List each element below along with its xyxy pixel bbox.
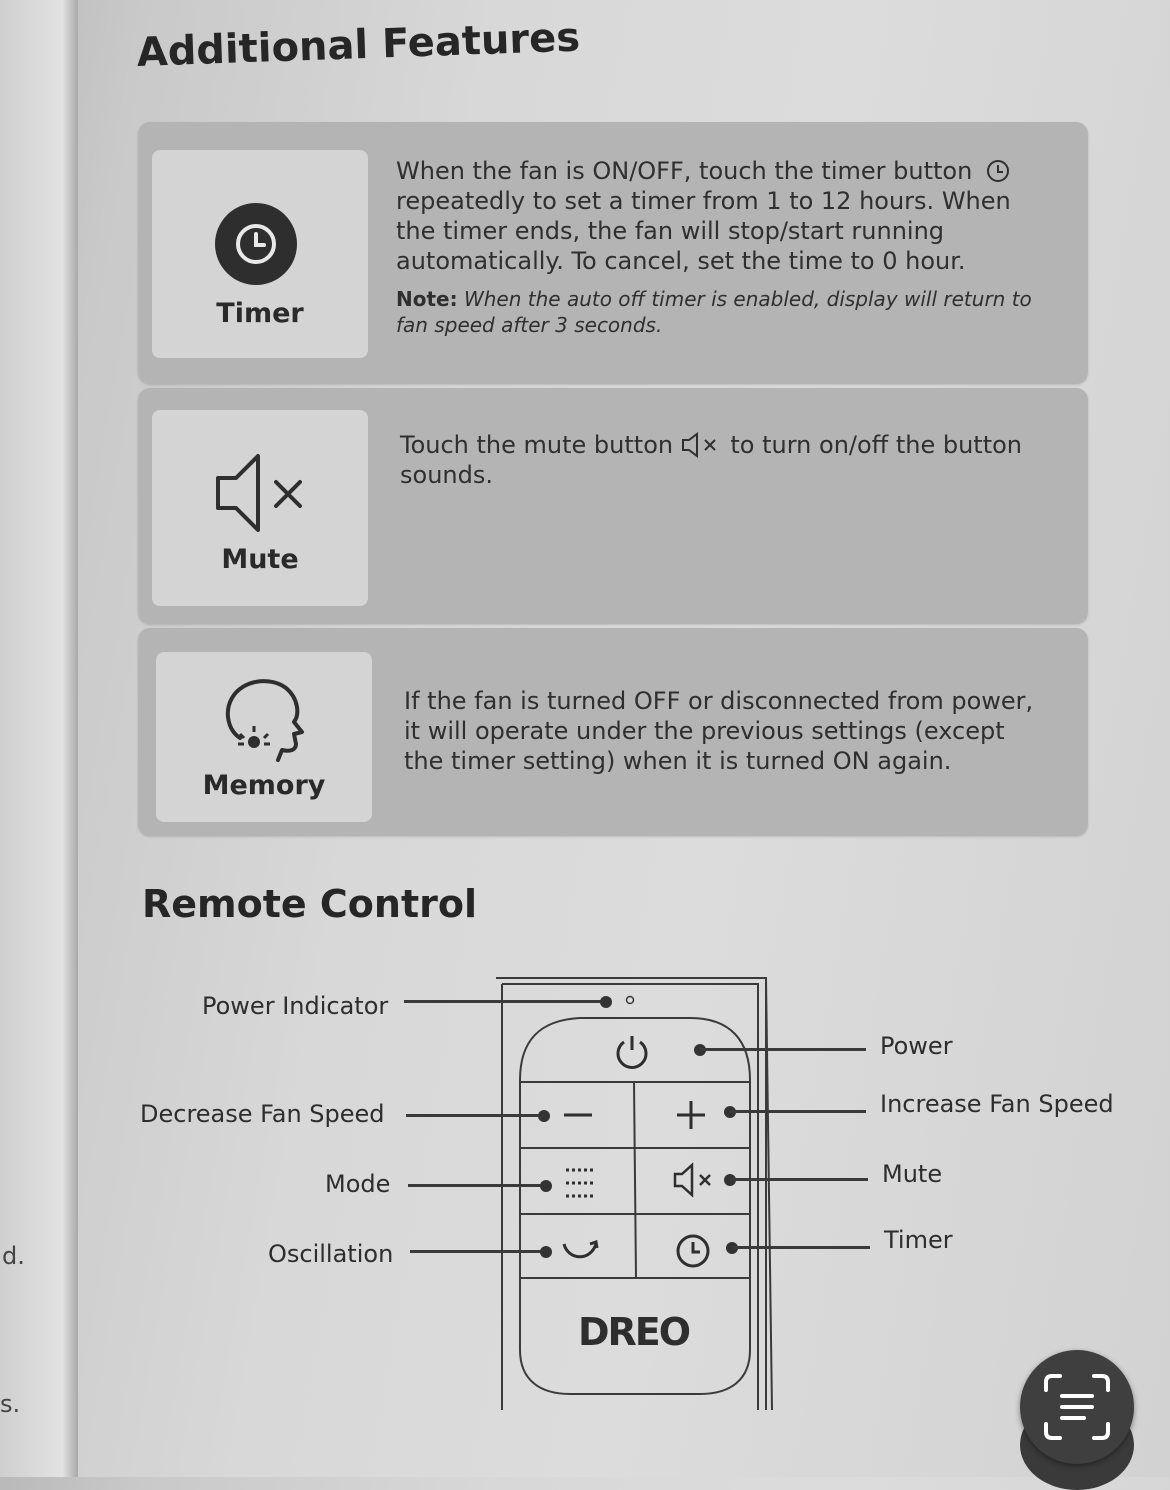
mode-label: Mode (325, 1170, 391, 1198)
timer-note-text: When the auto off timer is enabled, display will return to fan speed after 3 seconds. (396, 287, 1032, 337)
increase-fan-speed-leader (730, 1110, 866, 1113)
mute-label: Mute (221, 544, 299, 575)
text-scan-icon (1042, 1372, 1112, 1442)
power-indicator-label: Power Indicator (202, 992, 389, 1020)
mode-leader (408, 1184, 544, 1187)
plus-icon[interactable] (674, 1098, 708, 1132)
timer-label: Timer (216, 298, 304, 329)
mute-button-icon[interactable] (672, 1162, 716, 1198)
mute-remote-label: Mute (882, 1160, 943, 1188)
mute-text-line2: sounds. (400, 461, 493, 489)
oscillation-leader (410, 1250, 544, 1253)
timer-tile (152, 150, 368, 358)
mode-icon[interactable] (562, 1164, 598, 1202)
increase-fan-speed-label: Increase Fan Speed (880, 1090, 1114, 1118)
timer-line-4: automatically. To cancel, set the time to 0 hour. (396, 247, 966, 275)
power-indicator-dot (600, 996, 612, 1008)
timer-remote-label: Timer (884, 1226, 953, 1254)
oscillation-label: Oscillation (268, 1240, 394, 1268)
timer-note-label: Note: (396, 287, 458, 311)
power-indicator-leader (404, 1000, 604, 1003)
mute-inline-icon (681, 432, 723, 458)
live-text-scan-button[interactable] (1020, 1350, 1134, 1464)
memory-line-1: If the fan is turned OFF or disconnected from power, (404, 687, 1034, 715)
mute-text-before: Touch the mute button (400, 431, 674, 459)
mute-description (400, 430, 1060, 490)
timer-leader (732, 1246, 870, 1249)
timer-line-2: repeatedly to set a timer from 1 to 12 hours. When (396, 187, 1011, 215)
oscillation-dot (540, 1246, 552, 1258)
mute-tile (152, 410, 368, 606)
timer-note (396, 286, 1056, 338)
power-icon[interactable] (612, 1034, 652, 1070)
mute-leader (730, 1178, 868, 1181)
mute-icon (212, 450, 308, 536)
memory-line-3: the timer setting) when it is turned ON again. (404, 747, 952, 775)
timer-line-3: the timer ends, the fan will stop/start running (396, 217, 945, 245)
memory-head-icon (220, 674, 310, 764)
memory-description (404, 686, 1064, 776)
timer-description (396, 156, 1056, 338)
remote-control-heading: Remote Control (142, 882, 477, 926)
timer-line-1: When the fan is ON/OFF, touch the timer button (396, 157, 973, 185)
mute-text-after: to turn on/off the button (730, 431, 1023, 459)
minus-icon[interactable] (560, 1104, 596, 1126)
power-leader (700, 1048, 866, 1051)
brand-logo: DREO (578, 1310, 690, 1354)
timer-feature-panel (138, 122, 1088, 384)
decrease-fan-speed-leader (406, 1114, 542, 1117)
memory-tile (156, 652, 372, 822)
mode-dot (540, 1180, 552, 1192)
timer-icon (214, 202, 298, 286)
decrease-fan-speed-label: Decrease Fan Speed (140, 1100, 385, 1128)
timer-button-icon[interactable] (674, 1232, 712, 1270)
edge-text-d: d. (2, 1242, 25, 1270)
memory-feature-panel (138, 628, 1088, 836)
mute-feature-panel (138, 388, 1088, 624)
additional-features-heading: Additional Features (136, 14, 581, 76)
decrease-fan-speed-dot (538, 1110, 550, 1122)
edge-text-s: s. (0, 1390, 21, 1418)
memory-line-2: it will operate under the previous settings (except (404, 717, 1005, 745)
memory-label: Memory (202, 770, 326, 801)
oscillation-icon[interactable] (560, 1236, 600, 1266)
timer-inline-icon (986, 159, 1010, 183)
power-label: Power (880, 1032, 953, 1060)
